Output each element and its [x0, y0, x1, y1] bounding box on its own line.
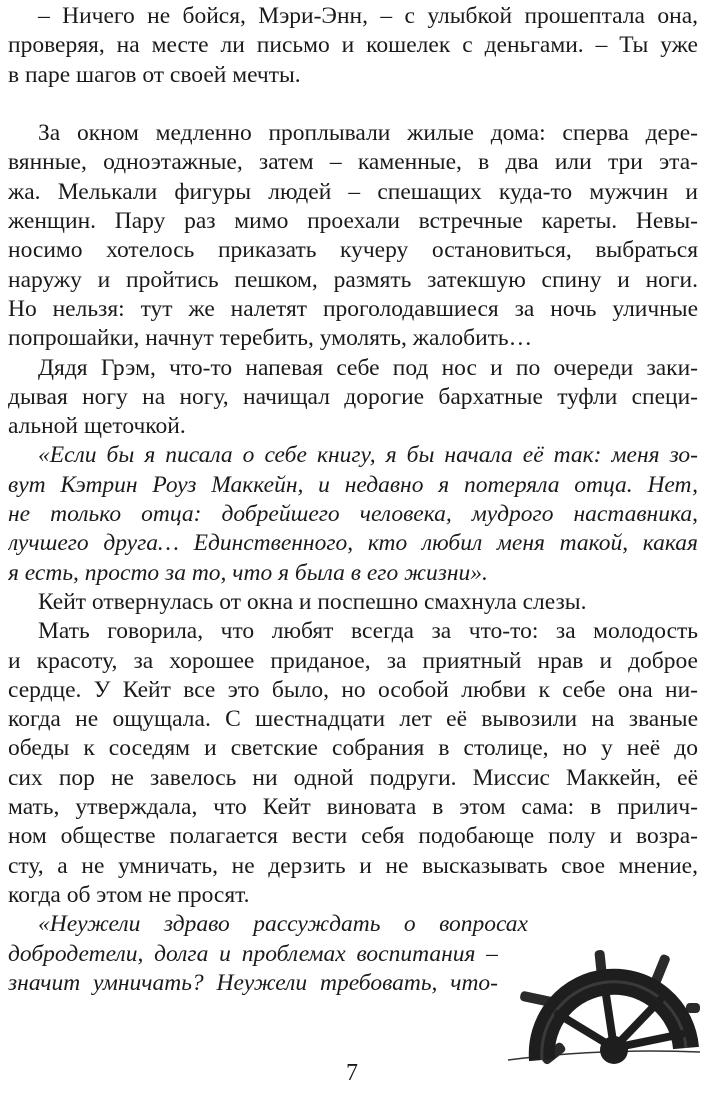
text-line: в паре шагов от своей мечты.: [8, 61, 301, 88]
text-line: значит умничать? Неужели требовать, что-: [8, 969, 498, 996]
text-line: не только отца: добрейшего человека, мудрого наставника,: [8, 501, 698, 528]
text-line: альной щеточкой.: [8, 413, 186, 440]
text-line: когда не ощущала. С шестнадцати лет её вывозили на званые: [8, 706, 698, 733]
text-line: проверяя, на месте ли письмо и кошелек с деньгами. – Ты уже: [8, 32, 698, 59]
text-line: наружу и пройтись пешком, размять затекшую спину и ноги.: [8, 266, 698, 293]
text-line: «Неужели здраво рассуждать о вопросах: [38, 911, 528, 938]
text-line: носимо хотелось приказать кучеру остановиться, выбраться: [8, 237, 698, 264]
text-line: лучшего друга… Единственного, кто любил меня такой, какая: [8, 530, 698, 557]
text-line: когда об этом не просят.: [8, 881, 250, 908]
text-line: вянные, одноэтажные, затем – каменные, в два или три эта-: [8, 149, 698, 176]
text-line: добродетели, долга и проблемах воспитания –: [8, 940, 498, 967]
text-line: «Если бы я писала о себе книгу, я бы начала её так: меня зо-: [38, 442, 698, 469]
text-line: сту, а не умничать, не дерзить и не высказывать свое мнение,: [8, 852, 698, 879]
text-line: жа. Мелькали фигуры людей – спешащих куда-то мужчин и: [8, 178, 698, 205]
text-line: Но нельзя: тут же налетят проголодавшиеся за ночь уличные: [8, 295, 698, 322]
text-line: ном обществе полагается вести себя подобающе полу и возра-: [8, 823, 698, 850]
text-line: и красоту, за хорошее приданое, за приятный нрав и доброе: [8, 647, 698, 674]
text-line: дывая ногу на ногу, начищал дорогие бархатные туфли специ-: [8, 383, 698, 410]
text-line: сих пор не завелось ни одной подруги. Миссис Маккейн, её: [8, 764, 698, 791]
page-number: 7: [346, 1060, 358, 1086]
text-line: – Ничего не бойся, Мэри-Энн, – с улыбкой прошептала она,: [38, 3, 698, 29]
text-line: мать, утверждала, что Кейт виновата в этом сама: в прилич-: [8, 794, 698, 821]
text-line: Мать говорила, что любят всегда за что-то: за молодость: [38, 618, 698, 645]
text-line: попрошайки, начнут теребить, умолять, жалобить…: [8, 325, 533, 352]
ship-wheel-icon: [500, 948, 704, 1068]
text-line: Кейт отвернулась от окна и поспешно смахнула слезы.: [38, 588, 587, 615]
text-line: я есть, просто за то, что я была в его жизни».: [8, 559, 488, 586]
paragraph-gap: [8, 90, 698, 119]
text-line: обеды к соседям и светские собрания в столице, но у неё до: [8, 735, 698, 762]
text-line: женщин. Пару раз мимо проехали встречные кареты. Невы-: [8, 208, 698, 235]
text-page: [8, 2, 698, 998]
text-line: сердце. У Кейт все это было, но особой любви к себе она ни-: [8, 676, 698, 703]
text-line: Дядя Грэм, что-то напевая себе под нос и по очереди заки-: [38, 354, 698, 381]
text-line: вут Кэтрин Роуз Маккейн, и недавно я потеряла отца. Нет,: [8, 471, 698, 498]
text-line: За окном медленно проплывали жилые дома: сперва дере-: [38, 120, 698, 147]
